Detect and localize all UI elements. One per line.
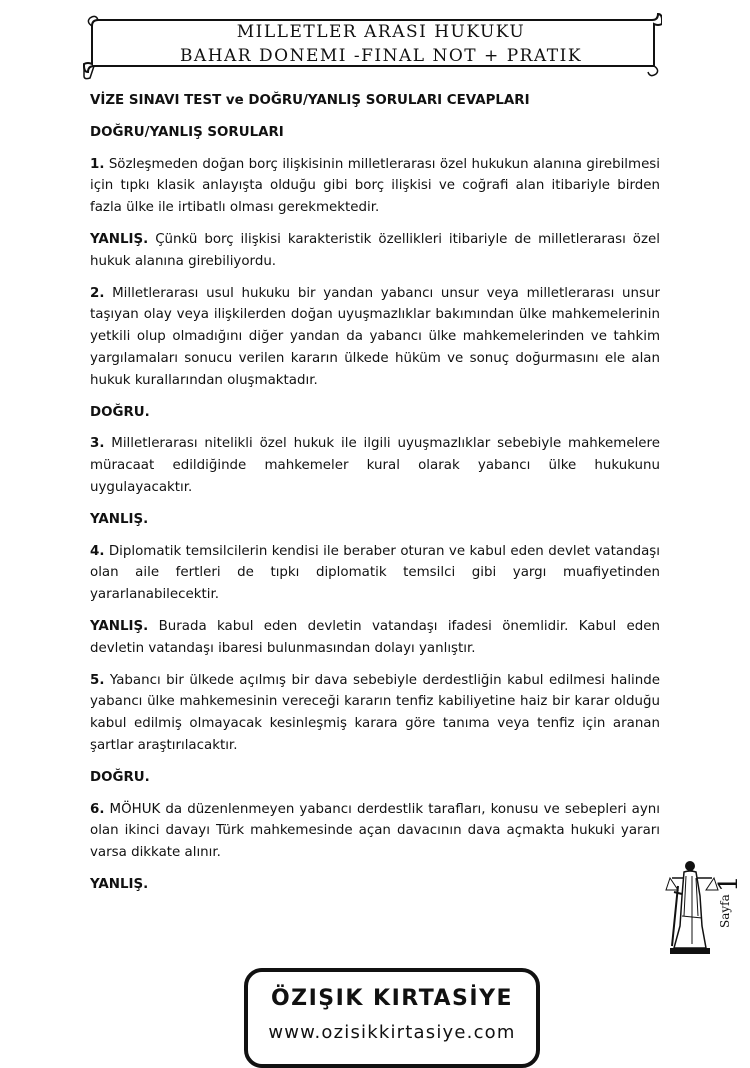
answer-1	[90, 229, 660, 273]
answer-4	[90, 616, 660, 660]
question-text: Milletlerarası usul hukuku bir yandan yabancı unsur veya milletlerarası unsur taşıyan olay veya ilişkilerden doğan uyuşmazlıklar bakımından ülke mahkemelerinin yetkili olup olmadığını diğer yandan da yabancı ülke mahkemelerinden ve tahkim yargılamaları sonucu verilen kararın ülkede hüküm ve sonuç doğurmasını ele alan hukuk kurallarından oluşmaktadır.	[90, 285, 660, 388]
answer-5	[90, 767, 660, 789]
document-subheading: DOĞRU/YANLIŞ SORULARI	[90, 124, 284, 140]
document-body	[90, 90, 660, 906]
question-number: 1.	[90, 156, 105, 172]
question-number: 4.	[90, 543, 105, 559]
title-line-2: BAHAR DONEMI -FINAL NOT + PRATIK	[179, 46, 583, 66]
page-label-text: Sayfa	[718, 894, 732, 928]
page-number-label	[714, 868, 744, 938]
page-number: 1	[714, 875, 744, 892]
answer-explanation: Burada kabul eden devletin vatandaşı ifadesi önemlidir. Kabul eden devletin vatandaşı ibaresi bulunmasından dolayı yanlıştır.	[90, 618, 660, 656]
shop-name: ÖZIŞIK KIRTASİYE	[270, 986, 514, 1011]
answer-label: YANLIŞ.	[90, 876, 149, 892]
answer-label: YANLIŞ.	[90, 511, 149, 527]
answer-6	[90, 874, 660, 896]
answer-3	[90, 509, 660, 531]
title-line-1: MILLETLER ARASI HUKUKU	[236, 22, 526, 42]
question-2	[90, 283, 660, 392]
answer-label: YANLIŞ.	[90, 231, 149, 247]
question-6	[90, 799, 660, 864]
answer-2	[90, 402, 660, 424]
answer-explanation: Çünkü borç ilişkisi karakteristik özellikleri itibariyle de milletlerarası özel hukuk alanına girebiliyordu.	[90, 231, 660, 269]
question-text: Yabancı bir ülkede açılmış bir dava sebebiyle derdestliğin kabul edilmesi halinde yabancı ülke mahkemesinin vereceği kararın tenfiz kabiliyetine haiz bir karar olduğu kabul edilmiş olmayacak kesinleşmiş karara göre tanıma veya tenfiz için aranan şartlar araştırılacaktır.	[90, 672, 660, 753]
answer-label: YANLIŞ.	[90, 618, 149, 634]
question-3	[90, 433, 660, 498]
question-5	[90, 670, 660, 757]
question-number: 6.	[90, 801, 105, 817]
document-heading: VİZE SINAVI TEST ve DOĞRU/YANLIŞ SORULARI CEVAPLARI	[90, 93, 530, 108]
question-text: Diplomatik temsilcilerin kendisi ile beraber oturan ve kabul eden devlet vatandaşı olan aile fertleri de tıpkı diplomatik temsilci gibi yargı muafiyetinden yararlanabilecektir.	[90, 543, 660, 603]
question-1	[90, 154, 660, 219]
footer-box	[244, 968, 540, 1068]
shop-website: www.ozisikkirtasiye.com	[268, 1022, 516, 1043]
question-number: 2.	[90, 285, 105, 301]
question-text: MÖHUK da düzenlenmeyen yabancı derdestlik tarafları, konusu ve sebepleri aynı olan ikinci davayı Türk mahkemesinde açan davacının dava açmakta hukuki yararı varsa dikkate alınır.	[90, 801, 660, 861]
question-4	[90, 541, 660, 606]
question-number: 3.	[90, 436, 105, 452]
title-banner	[80, 12, 662, 82]
answer-label: DOĞRU.	[90, 404, 150, 420]
question-text: Milletlerarası nitelikli özel hukuk ile ilgili uyuşmazlıklar sebebiyle mahkemelere müracaat edildiğinde mahkemeler kural olarak yabancı ülke hukukunu uygulayacaktır.	[90, 436, 660, 495]
question-text: Sözleşmeden doğan borç ilişkisinin milletlerarası özel hukukun alanına girebilmesi için tıpkı klasik anlayışta olduğu gibi borç ilişkisi ve coğrafi alan itibariyle birden fazla ülke ile irtibatlı olması gerekmektedir.	[90, 156, 660, 216]
question-number: 5.	[90, 672, 105, 688]
answer-label: DOĞRU.	[90, 769, 150, 785]
